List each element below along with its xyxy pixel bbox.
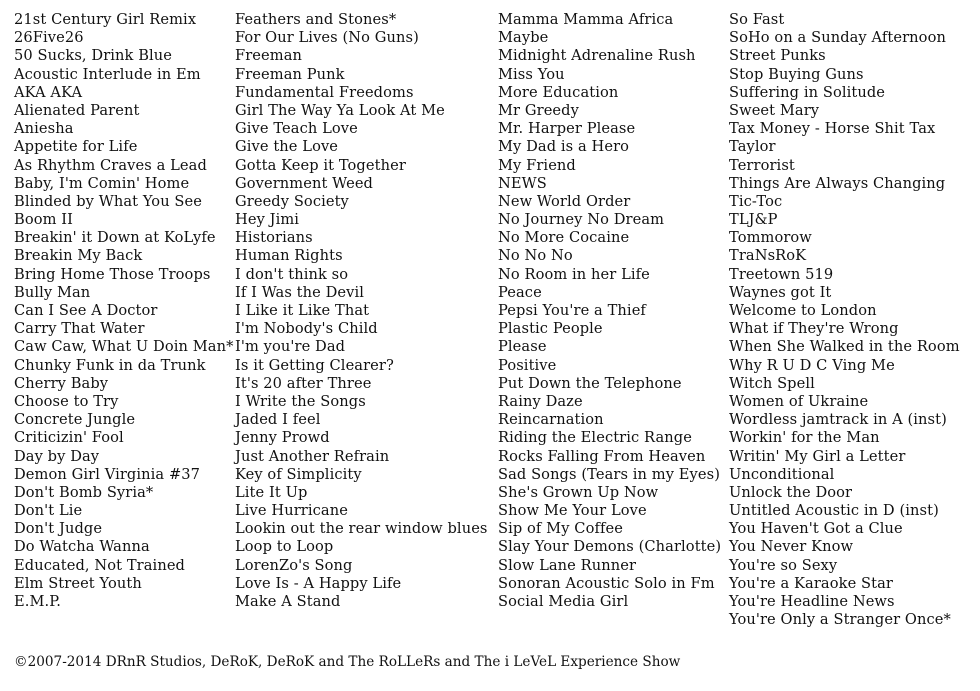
song-title: She's Grown Up Now	[498, 483, 659, 501]
song-title: You're Only a Stranger Once*	[729, 611, 951, 629]
song-title: Sad Songs (Tears in my Eyes)	[498, 465, 721, 483]
song-title: Lookin out the rear window blues	[235, 520, 488, 538]
song-title: LorenZo's Song	[235, 556, 353, 574]
song-title: Concrete Jungle	[14, 411, 136, 429]
song-title: Welcome to London	[729, 302, 877, 319]
song-title: Untitled Acoustic in D (inst)	[729, 502, 939, 520]
song-title: Feathers and Stones*	[235, 11, 397, 28]
song-title: Caw Caw, What U Doin Man*	[14, 338, 234, 356]
song-title: Peace	[498, 283, 542, 301]
song-title: Wordless jamtrack in A (inst)	[729, 411, 947, 429]
song-title: Women of Ukraine	[729, 392, 869, 410]
song-title: You're Headline News	[729, 593, 895, 610]
song-title: It's 20 after Three	[235, 374, 372, 392]
song-title: Treetown 519	[729, 265, 834, 283]
song-title: Gotta Keep it Together	[235, 156, 406, 174]
song-title: Rocks Falling From Heaven	[498, 447, 706, 465]
song-title: Is it Getting Clearer?	[235, 356, 394, 374]
song-title: Human Rights	[235, 247, 343, 265]
song-title: Slay Your Demons (Charlotte)	[498, 538, 722, 556]
song-title: Live Hurricane	[235, 502, 348, 520]
song-title: Unconditional	[729, 465, 835, 483]
song-title: So Fast	[729, 11, 785, 28]
song-title: I'm you're Dad	[235, 338, 346, 356]
song-title: Mamma Mamma Africa	[498, 11, 674, 28]
song-title: As Rhythm Craves a Lead	[14, 156, 207, 174]
song-column-3	[498, 11, 721, 611]
song-title: 26Five26	[14, 29, 84, 47]
song-title: Educated, Not Trained	[14, 556, 186, 574]
song-title: Just Another Refrain	[235, 447, 390, 465]
song-title: TraNsRoK	[729, 247, 807, 265]
song-title: Reincarnation	[498, 411, 604, 429]
song-title: AKA AKA	[14, 83, 83, 101]
song-title: NEWS	[498, 174, 547, 192]
song-title: 21st Century Girl Remix	[14, 11, 197, 28]
song-title: I Like it Like That	[235, 302, 370, 319]
song-title: Unlock the Door	[729, 483, 853, 501]
song-title: 50 Sucks, Drink Blue	[14, 47, 173, 65]
song-title: No No No	[498, 247, 573, 265]
song-title: Mr. Harper Please	[498, 120, 636, 138]
song-title: I Write the Songs	[235, 392, 366, 410]
song-title: Sip of My Coffee	[498, 520, 623, 538]
song-title: Baby, I'm Comin' Home	[14, 174, 190, 192]
song-title: Waynes got It	[729, 283, 832, 301]
song-title: Girl The Way Ya Look At Me	[235, 101, 445, 119]
song-title: Suffering in Solitude	[729, 83, 886, 101]
song-title: Appetite for Life	[14, 138, 138, 156]
song-title: You're so Sexy	[729, 556, 838, 574]
song-title: You Haven't Got a Clue	[729, 520, 903, 538]
song-title: Freeman Punk	[235, 65, 345, 83]
song-title: Things Are Always Changing	[729, 174, 946, 192]
song-title: Sonoran Acoustic Solo in Fm	[498, 574, 715, 592]
song-title: Blinded by What You See	[14, 192, 203, 210]
copyright-footer: ©2007-2014 DRnR Studios, DeRoK, DeRoK and The RoLLeRs and The i LeVeL Experience Show	[14, 654, 681, 670]
song-title: Chunky Funk in da Trunk	[14, 356, 206, 374]
song-title: Taylor	[729, 138, 776, 156]
song-title: Terrorist	[729, 156, 795, 174]
song-title: Don't Judge	[14, 520, 103, 538]
song-title: Slow Lane Runner	[498, 556, 637, 574]
song-title: Social Media Girl	[498, 593, 629, 610]
song-title: Choose to Try	[14, 392, 119, 410]
song-title: Writin' My Girl a Letter	[729, 447, 906, 465]
song-column-1	[14, 11, 233, 611]
song-title: Bully Man	[14, 283, 91, 301]
song-title: Acoustic Interlude in Em	[14, 65, 201, 83]
song-title: Give the Love	[235, 138, 339, 156]
song-title: Street Punks	[729, 47, 826, 65]
song-title: Give Teach Love	[235, 120, 358, 138]
song-title: SoHo on a Sunday Afternoon	[729, 29, 946, 47]
song-title: Fundamental Freedoms	[235, 83, 414, 101]
song-title: Demon Girl Virginia #37	[14, 465, 201, 483]
song-title: Don't Bomb Syria*	[14, 483, 154, 501]
song-title: Freeman	[235, 47, 303, 65]
song-title: Historians	[235, 229, 313, 247]
song-title: Mr Greedy	[498, 101, 579, 119]
song-title: Plastic People	[498, 320, 603, 338]
song-title: No More Cocaine	[498, 229, 630, 247]
song-title: More Education	[498, 83, 619, 101]
song-title: Government Weed	[235, 174, 374, 192]
song-title: Tic-Toc	[729, 192, 783, 210]
song-title: E.M.P.	[14, 593, 61, 610]
song-title: Hey Jimi	[235, 211, 300, 229]
song-title: Rainy Daze	[498, 392, 583, 410]
song-title: Boom II	[14, 211, 74, 229]
song-title: Workin' for the Man	[729, 429, 880, 447]
song-title: My Friend	[498, 156, 576, 174]
song-title: Love Is - A Happy Life	[235, 574, 402, 592]
song-title: Can I See A Doctor	[14, 302, 158, 319]
song-title: Tax Money - Horse Shit Tax	[729, 120, 936, 138]
song-title: Elm Street Youth	[14, 574, 142, 592]
song-title: Maybe	[498, 29, 549, 47]
song-title: Jenny Prowd	[235, 429, 330, 447]
song-title: Show Me Your Love	[498, 502, 647, 520]
song-title: No Journey No Dream	[498, 211, 665, 229]
song-title: Criticizin' Fool	[14, 429, 124, 447]
song-title: Loop to Loop	[235, 538, 334, 556]
song-title: Miss You	[498, 65, 565, 83]
song-title: Stop Buying Guns	[729, 65, 864, 83]
song-title: Witch Spell	[729, 374, 815, 392]
song-title: Riding the Electric Range	[498, 429, 692, 447]
song-title: Alienated Parent	[14, 101, 140, 119]
song-title: Lite It Up	[235, 483, 308, 501]
song-title: You're a Karaoke Star	[729, 574, 893, 592]
song-title: TLJ&P	[729, 211, 778, 229]
song-title: Pepsi You're a Thief	[498, 302, 646, 319]
song-title: Day by Day	[14, 447, 100, 465]
song-title: I don't think so	[235, 265, 349, 283]
song-column-4	[729, 11, 960, 629]
song-title: New World Order	[498, 192, 631, 210]
song-title: If I Was the Devil	[235, 283, 365, 301]
song-title: Make A Stand	[235, 593, 341, 610]
song-title: When She Walked in the Room	[729, 338, 960, 356]
song-title: Don't Lie	[14, 502, 83, 520]
song-title: Sweet Mary	[729, 101, 820, 119]
song-title: Cherry Baby	[14, 374, 109, 392]
song-title: Positive	[498, 356, 557, 374]
song-title: I'm Nobody's Child	[235, 320, 378, 338]
song-title: Breakin' it Down at KoLyfe	[14, 229, 216, 247]
song-title: Why R U D C Ving Me	[729, 356, 895, 374]
song-title: No Room in her Life	[498, 265, 650, 283]
song-title: Breakin My Back	[14, 247, 143, 265]
song-title: Carry That Water	[14, 320, 145, 338]
song-title: Do Watcha Wanna	[14, 538, 150, 556]
song-title: Tommorow	[729, 229, 812, 247]
song-title: Greedy Society	[235, 192, 349, 210]
song-column-2	[235, 11, 488, 611]
song-title: Jaded I feel	[235, 411, 321, 429]
song-title: For Our Lives (No Guns)	[235, 29, 419, 47]
song-title: Key of Simplicity	[235, 465, 362, 483]
song-title: You Never Know	[729, 538, 854, 556]
song-title: Please	[498, 338, 547, 356]
song-title: My Dad is a Hero	[498, 138, 630, 156]
song-title: Aniesha	[14, 120, 74, 138]
song-title: Put Down the Telephone	[498, 374, 682, 392]
song-title: Midnight Adrenaline Rush	[498, 47, 696, 65]
song-title: Bring Home Those Troops	[14, 265, 211, 283]
song-title: What if They're Wrong	[729, 320, 899, 338]
